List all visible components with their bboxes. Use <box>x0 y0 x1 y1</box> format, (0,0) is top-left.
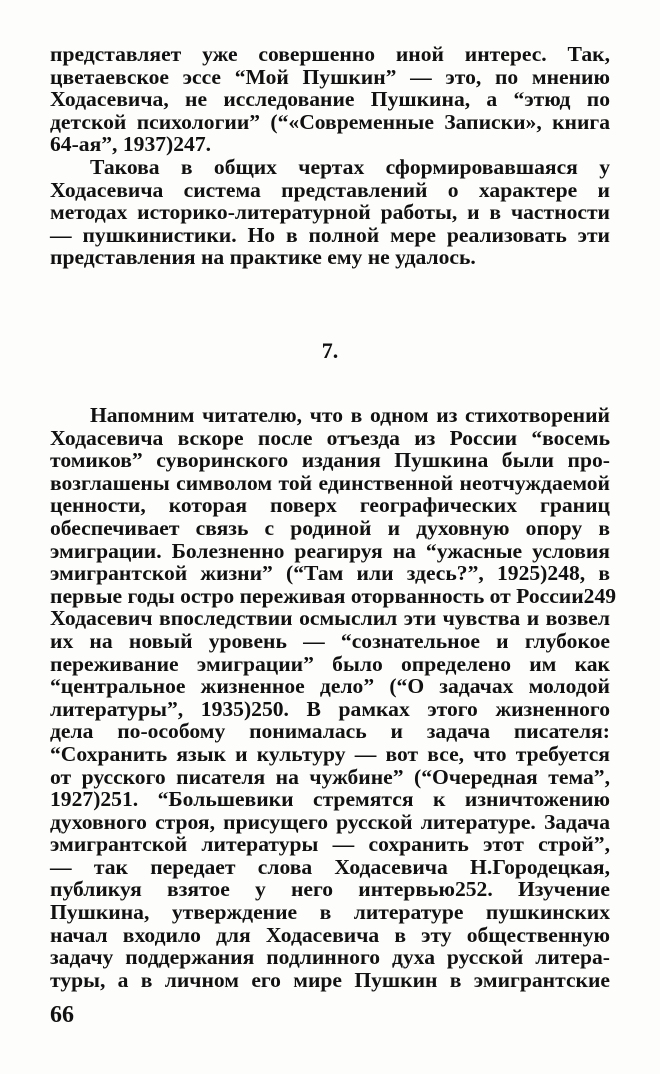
text-line: представляет уже совершенно иной интерес. Так, <box>50 42 610 66</box>
text-line: духовного строя, присущего русской литературе. Задача <box>50 809 610 834</box>
text-line: — пушкинистики. Но в полной мере реализовать эти <box>50 222 610 247</box>
text-line: Ходасевича вскоре после отъезда из России “восемь <box>50 425 610 450</box>
text-line: эмигрантской жизни” (“Там или здесь?”, 1925)248, в <box>50 561 610 586</box>
text-line: обеспечивает связь с родиной и духовную опору в <box>50 515 610 540</box>
text-line: их на новый уровень — “сознательное и глубокое <box>50 628 610 653</box>
text-line: эмигрантской литературы — сохранить этот строй”, <box>50 832 610 857</box>
paragraph <box>50 156 610 269</box>
text-line: задачу поддержания подлинного духа русской литера- <box>50 945 610 970</box>
page-number: 66 <box>50 1002 74 1028</box>
text-line: Ходасевича система представлений о характере и <box>50 177 610 202</box>
main-text <box>50 403 617 992</box>
text-line: публикуя взятое у него интервью252. Изучение <box>50 877 610 902</box>
text-line: эмиграции. Болезненно реагируя на “ужасные условия <box>50 538 610 563</box>
text-line: начал входило для Ходасевича в эту общественную <box>50 922 610 947</box>
text-line: методах историко-литературной работы, и в частности <box>50 200 610 225</box>
text-line: ценности, которая поверх географических границ <box>50 493 610 518</box>
paragraph <box>50 43 610 156</box>
text-line: детской психологии” (“«Современные Записки», книга <box>50 109 610 134</box>
text-line: Пушкина, утверждение в литературе пушкинских <box>50 900 610 925</box>
text-line: представления на практике ему не удалось. <box>50 245 476 270</box>
text-line: “Сохранить язык и культуру — вот все, что требуется <box>50 741 610 766</box>
text-line: дела по-особому понималась и задача писателя: <box>50 719 610 744</box>
text-line: 64-ая”, 1937)247. <box>50 132 212 157</box>
text-line: цветаевское эссе “Мой Пушкин” — это, по мнению <box>50 64 610 89</box>
text-line: Ходасевича, не исследование Пушкина, а “этюд по <box>50 87 610 112</box>
text-line: литературы”, 1935)250. В рамках этого жизненного <box>50 696 610 721</box>
text-line: — так передает слова Ходасевича Н.Городецкая, <box>50 854 610 879</box>
text-line: возглашены символом той единственной неотчуждаемой <box>50 470 610 495</box>
text-line: переживание эмиграции” было определено им как <box>50 651 610 676</box>
text-line: от русского писателя на чужбине” (“Очередная тема”, <box>50 764 610 789</box>
text-line: Такова в общих чертах сформировавшаяся у <box>90 154 610 179</box>
text-line: “центральное жизненное дело” (“О задачах молодой <box>50 674 610 699</box>
text-line: томиков” суворинского издания Пушкина были про- <box>50 448 610 473</box>
paragraph <box>50 403 617 992</box>
section-number: 7. <box>321 338 339 363</box>
text-line: Ходасевич впоследствии осмыслил эти чувства и возвел <box>50 606 610 631</box>
text-line: первые годы остро переживая оторванность от России249 <box>50 583 617 608</box>
text-line: 1927)251. “Большевики стремятся к изничтожению <box>50 787 610 812</box>
top-text <box>50 43 610 269</box>
text-line: туры, а в личном его мире Пушкин в эмигрантские <box>50 967 610 992</box>
text-line: Напомним читателю, что в одном из стихотворений <box>90 403 610 427</box>
